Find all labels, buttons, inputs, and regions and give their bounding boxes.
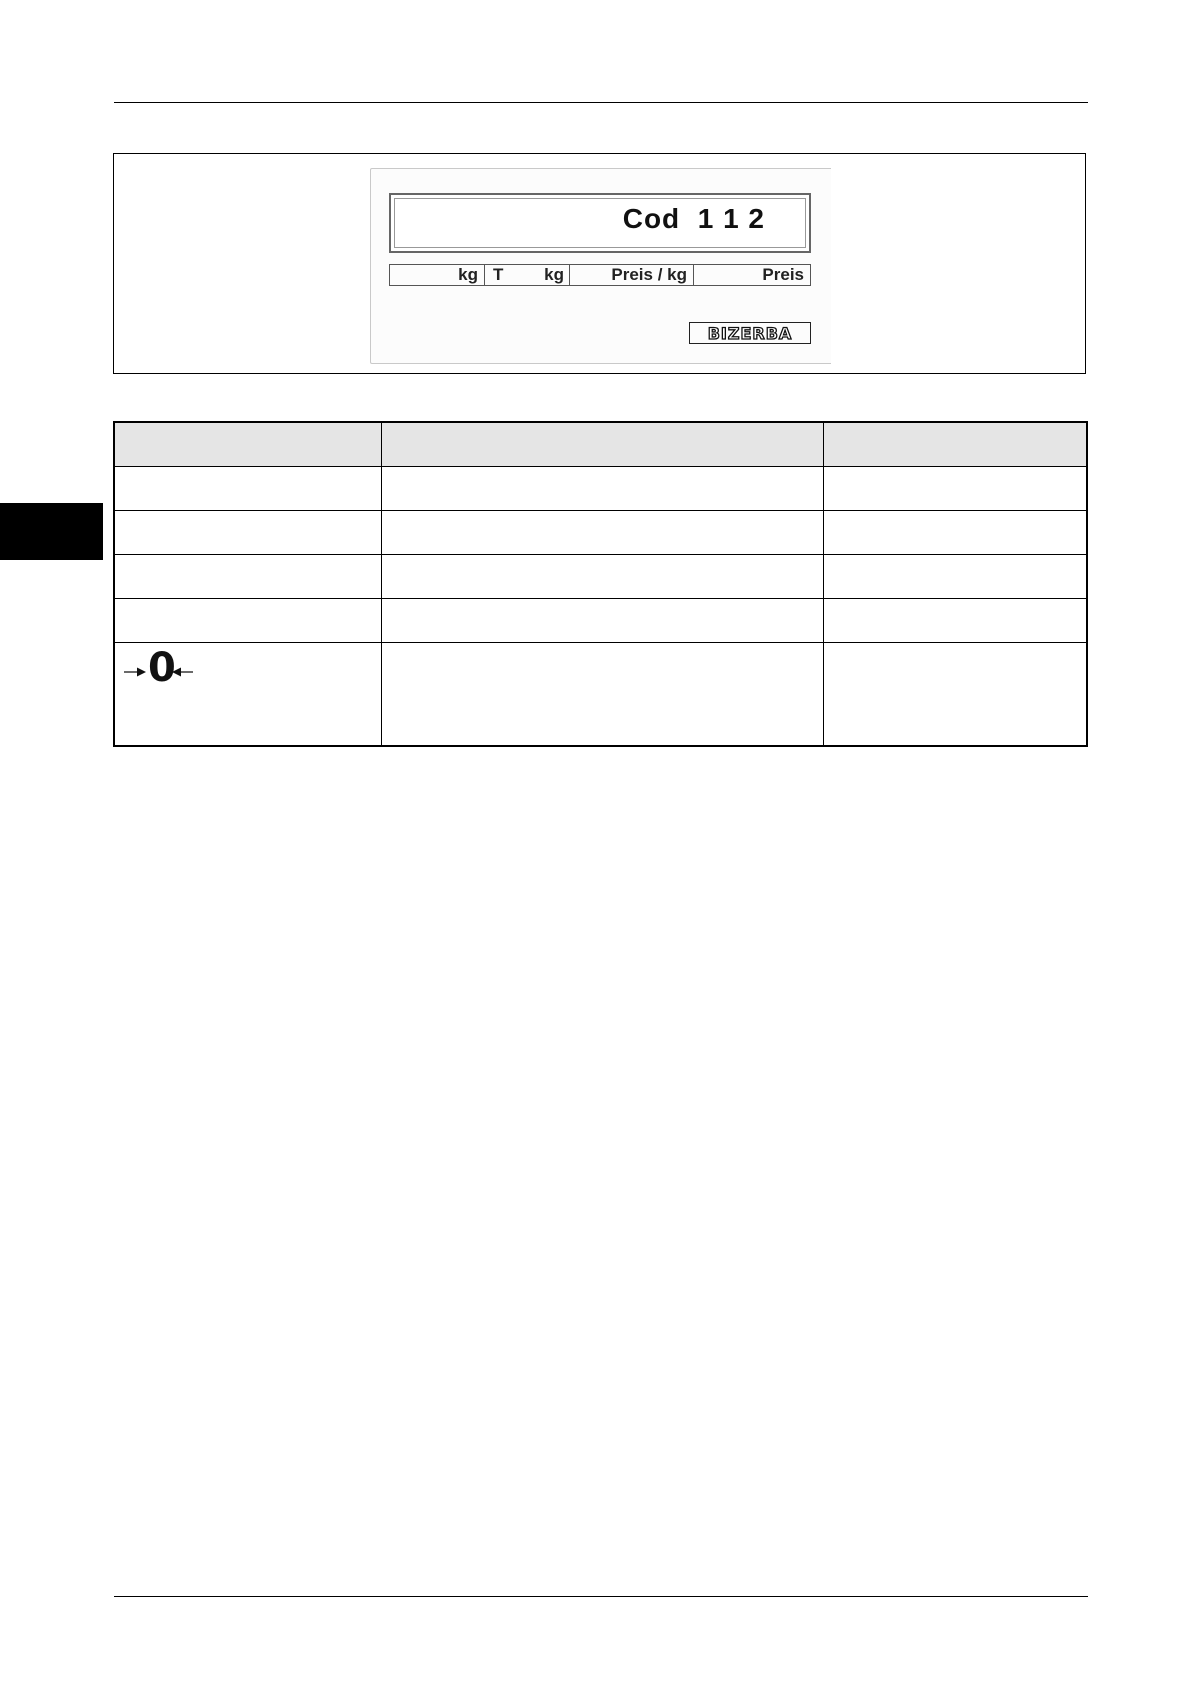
table-row (114, 555, 1087, 599)
table-cell (114, 467, 382, 511)
display-label-bar (389, 264, 811, 286)
bizerba-logo-text: BIZERBA (707, 323, 793, 343)
table-row (114, 511, 1087, 555)
table-cell (823, 467, 1087, 511)
unit-price-label: Preis / kg (570, 265, 694, 285)
table-cell (382, 643, 823, 747)
table-cell (823, 511, 1087, 555)
table-header-cell (823, 422, 1087, 467)
zero-indicator-icon (121, 645, 197, 692)
scale-display-panel (370, 168, 831, 364)
table-cell (382, 511, 823, 555)
display-symbol-table (113, 421, 1088, 747)
table-cell (114, 511, 382, 555)
tare-label-cell (485, 265, 570, 285)
table-header-cell (382, 422, 823, 467)
footer-rule (114, 1596, 1088, 1597)
zero-indicator-digit: 0 (148, 645, 176, 691)
table-cell (382, 555, 823, 599)
tare-unit-label: kg (544, 265, 564, 284)
table-row (114, 599, 1087, 643)
table-row (114, 467, 1087, 511)
header-rule (114, 102, 1088, 103)
table-header-cell (114, 422, 382, 467)
chapter-tab-marker (0, 503, 103, 560)
table-header-row (114, 422, 1087, 467)
table-row (114, 643, 1087, 747)
lcd-window (389, 193, 811, 253)
table-cell (382, 467, 823, 511)
weight-unit-label: kg (390, 265, 485, 285)
tare-symbol: T (493, 265, 504, 284)
table-cell (823, 599, 1087, 643)
table-cell (114, 555, 382, 599)
table-cell (114, 643, 382, 747)
table-cell (382, 599, 823, 643)
bizerba-logo (689, 322, 811, 344)
table-cell (114, 599, 382, 643)
table-cell (823, 555, 1087, 599)
price-label: Preis (762, 265, 804, 284)
table-cell (823, 643, 1087, 747)
lcd-readout: Cod 1 1 2 (622, 203, 765, 234)
lcd-inner-frame (394, 198, 806, 248)
